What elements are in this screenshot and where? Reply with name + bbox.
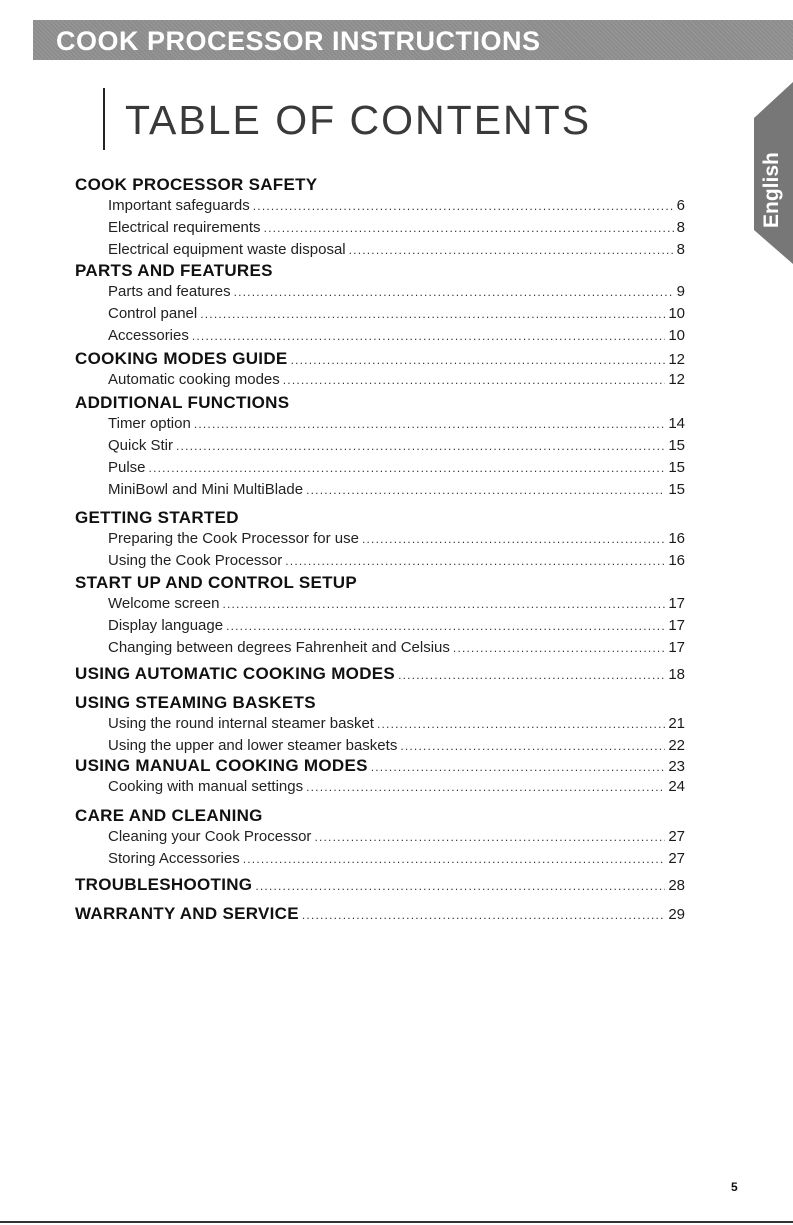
dot-leader	[314, 830, 665, 844]
section-heading[interactable]	[75, 664, 685, 686]
dot-leader	[453, 641, 665, 655]
section-heading[interactable]	[75, 904, 685, 926]
section-heading[interactable]	[75, 175, 685, 197]
section-title: COOKING MODES GUIDE	[75, 349, 288, 368]
toc-entry[interactable]	[75, 530, 685, 552]
dot-leader	[222, 597, 665, 611]
toc-entry[interactable]	[75, 481, 685, 503]
entry-page: 22	[668, 737, 685, 754]
dot-leader	[226, 619, 665, 633]
entry-page: 10	[668, 327, 685, 344]
section-page: 12	[668, 351, 685, 368]
toc-entry[interactable]	[75, 241, 685, 263]
entry-page: 10	[668, 305, 685, 322]
dot-leader	[200, 307, 665, 321]
page-number: 5	[731, 1180, 738, 1194]
entry-page: 15	[668, 459, 685, 476]
toc-entry[interactable]	[75, 327, 685, 349]
entry-label: Electrical requirements	[108, 219, 261, 236]
toc-section	[75, 175, 685, 263]
entry-page: 27	[668, 850, 685, 867]
section-title: START UP AND CONTROL SETUP	[75, 573, 358, 592]
entry-page: 9	[676, 283, 685, 300]
entry-page: 14	[668, 415, 685, 432]
dot-leader	[285, 554, 665, 568]
dot-leader	[349, 243, 674, 257]
entry-page: 15	[668, 481, 685, 498]
section-title: USING STEAMING BASKETS	[75, 693, 316, 712]
dot-leader	[371, 760, 666, 774]
toc-section	[75, 508, 685, 574]
section-page: 28	[668, 877, 685, 894]
dot-leader	[264, 221, 674, 235]
dot-leader	[377, 717, 665, 731]
dot-leader	[306, 780, 665, 794]
dot-leader	[400, 739, 665, 753]
entry-label: Parts and features	[108, 283, 231, 300]
dot-leader	[302, 908, 665, 922]
toc-entry[interactable]	[75, 850, 685, 872]
banner-title: COOK PROCESSOR INSTRUCTIONS	[56, 26, 541, 56]
dot-leader	[306, 483, 665, 497]
toc-section	[75, 393, 685, 503]
entry-label: Control panel	[108, 305, 198, 322]
section-title: COOK PROCESSOR SAFETY	[75, 175, 318, 194]
entry-page: 17	[668, 595, 685, 612]
toc-entry[interactable]	[75, 371, 685, 393]
entry-page: 17	[668, 639, 685, 656]
toc-section	[75, 349, 685, 393]
section-heading[interactable]	[75, 806, 685, 828]
toc-section	[75, 664, 685, 686]
entry-page: 15	[668, 437, 685, 454]
entry-page: 8	[676, 241, 685, 258]
dot-leader	[192, 329, 665, 343]
toc-entry[interactable]	[75, 415, 685, 437]
toc-section	[75, 875, 685, 897]
dot-leader	[194, 417, 666, 431]
section-title: USING AUTOMATIC COOKING MODES	[75, 664, 396, 683]
toc-section	[75, 693, 685, 759]
toc-section	[75, 904, 685, 926]
language-tab-label: English	[760, 152, 783, 228]
entry-label: Storing Accessories	[108, 850, 240, 867]
section-title: ADDITIONAL FUNCTIONS	[75, 393, 290, 412]
entry-page: 21	[668, 715, 685, 732]
entry-label: MiniBowl and Mini MultiBlade	[108, 481, 304, 498]
toc-entry[interactable]	[75, 715, 685, 737]
toc-entry[interactable]	[75, 828, 685, 850]
section-heading[interactable]	[75, 756, 685, 778]
toc-entry[interactable]	[75, 283, 685, 305]
entry-page: 6	[676, 197, 685, 214]
section-heading[interactable]	[75, 349, 685, 371]
entry-label: Timer option	[108, 415, 191, 432]
dot-leader	[243, 852, 666, 866]
entry-page: 16	[668, 530, 685, 547]
dot-leader	[362, 532, 665, 546]
entry-label: Display language	[108, 617, 224, 634]
dot-leader	[255, 879, 665, 893]
entry-page: 17	[668, 617, 685, 634]
title-accent-bar	[103, 88, 105, 150]
toc-section	[75, 756, 685, 800]
entry-page: 27	[668, 828, 685, 845]
toc-entry[interactable]	[75, 197, 685, 219]
section-heading[interactable]	[75, 573, 685, 595]
toc-entry[interactable]	[75, 437, 685, 459]
section-title: WARRANTY AND SERVICE	[75, 904, 299, 923]
entry-label: Changing between degrees Fahrenheit and Celsius	[108, 639, 450, 656]
dot-leader	[176, 439, 665, 453]
toc-entry[interactable]	[75, 617, 685, 639]
entry-label: Accessories	[108, 327, 189, 344]
entry-label: Important safeguards	[108, 197, 250, 214]
entry-label: Using the Cook Processor	[108, 552, 283, 569]
toc-entry[interactable]	[75, 552, 685, 574]
entry-page: 8	[676, 219, 685, 236]
section-heading[interactable]	[75, 875, 685, 897]
toc-entry[interactable]	[75, 639, 685, 661]
section-page: 23	[668, 758, 685, 775]
section-heading[interactable]	[75, 693, 685, 715]
entry-label: Cleaning your Cook Processor	[108, 828, 312, 845]
entry-label: Using the round internal steamer basket	[108, 715, 374, 732]
section-title: TROUBLESHOOTING	[75, 875, 253, 894]
toc-entry[interactable]	[75, 305, 685, 327]
dot-leader	[234, 285, 674, 299]
entry-page: 24	[668, 778, 685, 795]
page-title: TABLE OF CONTENTS	[125, 97, 592, 143]
section-title: GETTING STARTED	[75, 508, 239, 527]
entry-label: Using the upper and lower steamer baskets	[108, 737, 398, 754]
entry-label: Welcome screen	[108, 595, 220, 612]
section-heading[interactable]	[75, 393, 685, 415]
section-page: 18	[668, 666, 685, 683]
section-page: 29	[668, 906, 685, 923]
entry-label: Cooking with manual settings	[108, 778, 304, 795]
section-title: CARE AND CLEANING	[75, 806, 263, 825]
toc-section	[75, 573, 685, 661]
dot-leader	[291, 353, 666, 367]
section-heading[interactable]	[75, 261, 685, 283]
toc-entry[interactable]	[75, 595, 685, 617]
entry-label: Quick Stir	[108, 437, 174, 454]
toc-entry[interactable]	[75, 778, 685, 800]
section-title: USING MANUAL COOKING MODES	[75, 756, 368, 775]
dot-leader	[253, 199, 674, 213]
entry-label: Preparing the Cook Processor for use	[108, 530, 359, 547]
entry-label: Electrical equipment waste disposal	[108, 241, 346, 258]
toc-entry[interactable]	[75, 459, 685, 481]
section-title: PARTS AND FEATURES	[75, 261, 273, 280]
toc-section	[75, 261, 685, 349]
dot-leader	[283, 373, 666, 387]
dot-leader	[149, 461, 666, 475]
entry-label: Automatic cooking modes	[108, 371, 280, 388]
entry-label: Pulse	[108, 459, 146, 476]
section-heading[interactable]	[75, 508, 685, 530]
entry-page: 16	[668, 552, 685, 569]
toc-entry[interactable]	[75, 219, 685, 241]
bottom-rule	[0, 1221, 793, 1223]
dot-leader	[398, 668, 665, 682]
entry-page: 12	[668, 371, 685, 388]
toc-section	[75, 806, 685, 872]
